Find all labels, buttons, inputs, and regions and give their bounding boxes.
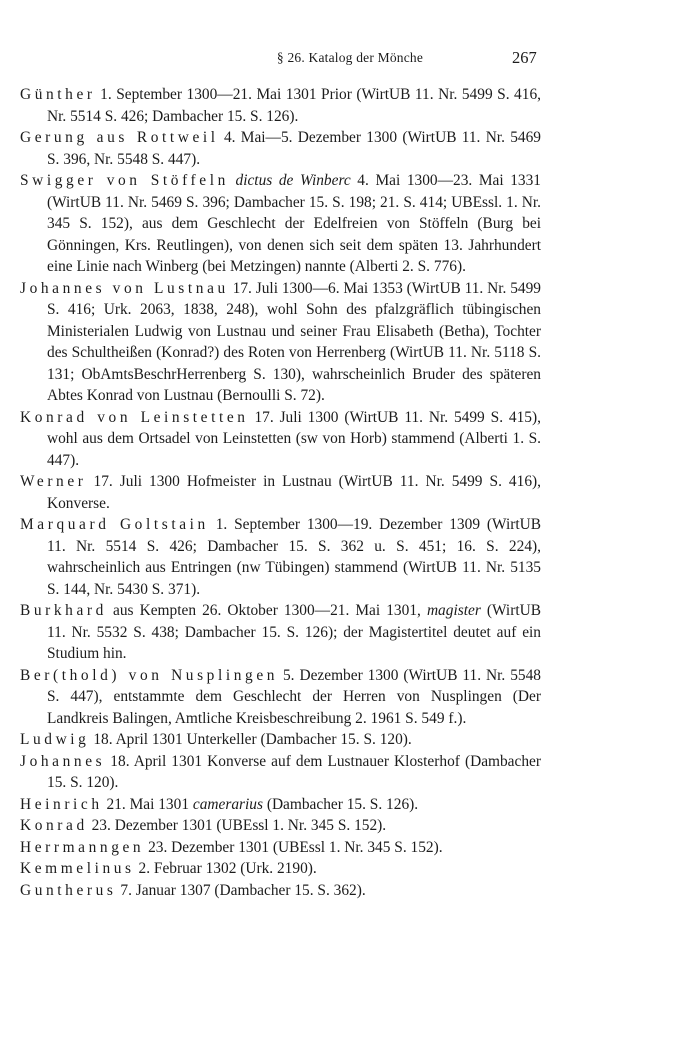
catalog-entry [20, 84, 541, 127]
catalog-entry [20, 858, 541, 880]
entry-text: 5. Dezember 1300 (WirtUB 11. Nr. 5548 S. 447), entstammte dem Geschlecht der Herren von Nusplingen (Der Landkreis Balingen, Amtliche Kreisbeschreibung 2. 1961 S. 549 f.). [47, 666, 541, 727]
running-head [0, 48, 700, 72]
entry-name: Heinrich [20, 795, 103, 813]
entry-name: Konrad von Leinstetten [20, 408, 249, 426]
entry-name: Swigger von Stöffeln [20, 172, 229, 189]
entry-name: Günther [20, 86, 96, 103]
entry-text-cont: (Dambacher 15. S. 126). [262, 795, 419, 813]
entry-text: 1. September 1300—21. Mai 1301 Prior (WirtUB 11. Nr. 5499 S. 416, Nr. 5514 S. 426; Dambacher 15. S. 126). [47, 86, 541, 125]
running-title: § 26. Katalog der Mönche [276, 50, 424, 65]
entry-name: Ludwig [20, 731, 90, 748]
entry-text: 17. Juli 1300 (WirtUB 11. Nr. 5499 S. 415), wohl aus dem Ortsadel von Leinstetten (sw von Horb) stammend (Alberti 1. S. 447). [47, 408, 541, 469]
catalog-entry [20, 407, 541, 472]
entry-name: Kemmelinus [20, 860, 135, 877]
entry-name: Guntherus [20, 881, 117, 899]
entry-name: Johannes von Lustnau [20, 279, 229, 297]
entry-epithet: dictus de Winberc [235, 172, 351, 189]
entry-text: 18. April 1301 Konverse auf dem Lustnauer Klosterhof (Dambacher 15. S. 120). [47, 752, 541, 791]
entry-name: Ber(thold) von Nusplingen [20, 666, 279, 684]
entry-text: 17. Juli 1300—6. Mai 1353 (WirtUB 11. Nr. 5499 S. 416; Urk. 2063, 1838, 248), wohl Sohn des pfalzgräflich tübingischen Ministerialen Ludwig von Lustnau und seiner Frau Elisabeth (Betha), Tochter des Schultheißen (Konrad?) des Roten von Herrenberg (WirtUB 11. Nr. 5118 S. 131; ObAmtsBeschrHerrenberg S. 130), wahrscheinlich Bruder des späteren Abtes Konrad von Lustnau (Bernoulli S. 72). [47, 279, 541, 404]
entry-name: Herrmanngen [20, 838, 145, 856]
entry-origin: aus Kempten [106, 602, 197, 619]
catalog-entry [20, 600, 541, 665]
catalog-entry [20, 170, 541, 278]
catalog-entry [20, 837, 541, 859]
catalog-entry [20, 751, 541, 794]
entry-text: 17. Juli 1300 Hofmeister in Lustnau (WirtUB 11. Nr. 5499 S. 416), Konverse. [47, 473, 541, 512]
entry-text: 23. Dezember 1301 (UBEssl 1. Nr. 345 S. 152). [144, 838, 443, 856]
entry-name: Johannes [20, 752, 106, 770]
entry-text: 21. Mai 1301 [102, 795, 193, 813]
monk-catalog [20, 84, 541, 901]
entry-text-cont: (WirtUB 11. Nr. 5532 S. 438; Dambacher 15. S. 126); der Magistertitel deutet auf ein Studium hin. [47, 602, 541, 662]
catalog-entry [20, 514, 541, 600]
entry-text: 18. April 1301 Unterkeller (Dambacher 15. S. 120). [89, 731, 412, 748]
entry-title: magister [426, 602, 481, 619]
entry-text: 4. Mai—5. Dezember 1300 (WirtUB 11. Nr. 5469 S. 396, Nr. 5548 S. 447). [47, 129, 541, 168]
catalog-entry [20, 665, 541, 730]
entry-name: Gerung aus Rottweil [20, 129, 219, 146]
catalog-entry [20, 729, 541, 751]
entry-text: 4. Mai 1300—23. Mai 1331 (WirtUB 11. Nr. 5469 S. 396; Dambacher 15. S. 198; 21. S. 414; UBEssl. 1. Nr. 345 S. 152), aus dem Geschlecht der Edelfreien von Stöffeln (Burg bei Gönningen, Krs. Reutlingen), von denen sich seit dem späten 13. Jahrhundert eine Linie nach Winberg (bei Metzingen) nannte (Alberti 2. S. 776). [47, 172, 542, 275]
entry-text: 1. September 1300—19. Dezember 1309 (WirtUB 11. Nr. 5514 S. 426; Dambacher 15. S. 362 u. S. 451; 16. S. 224), wahrscheinlich aus Entringen (nw Tübingen) stammend (WirtUB 11. Nr. 5135 S. 144, Nr. 5430 S. 371). [47, 516, 541, 598]
catalog-entry [20, 815, 541, 837]
catalog-entry [20, 880, 541, 902]
entry-text: 7. Januar 1307 (Dambacher 15. S. 362). [116, 881, 366, 899]
entry-name: Konrad [20, 817, 88, 834]
entry-text: 2. Februar 1302 (Urk. 2190). [134, 860, 317, 877]
catalog-entry [20, 471, 541, 514]
entry-name: Marquard Goltstain [20, 516, 209, 533]
page-number: 267 [512, 48, 537, 67]
entry-name: Werner [20, 473, 87, 490]
catalog-entry [20, 127, 541, 170]
catalog-entry [20, 794, 541, 816]
catalog-entry [20, 278, 541, 407]
entry-name: Burkhard [20, 602, 107, 619]
entry-text: 23. Dezember 1301 (UBEssl 1. Nr. 345 S. 152). [87, 817, 387, 834]
entry-title: camerarius [192, 795, 263, 813]
entry-text: 26. Oktober 1300—21. Mai 1301, [196, 602, 427, 619]
